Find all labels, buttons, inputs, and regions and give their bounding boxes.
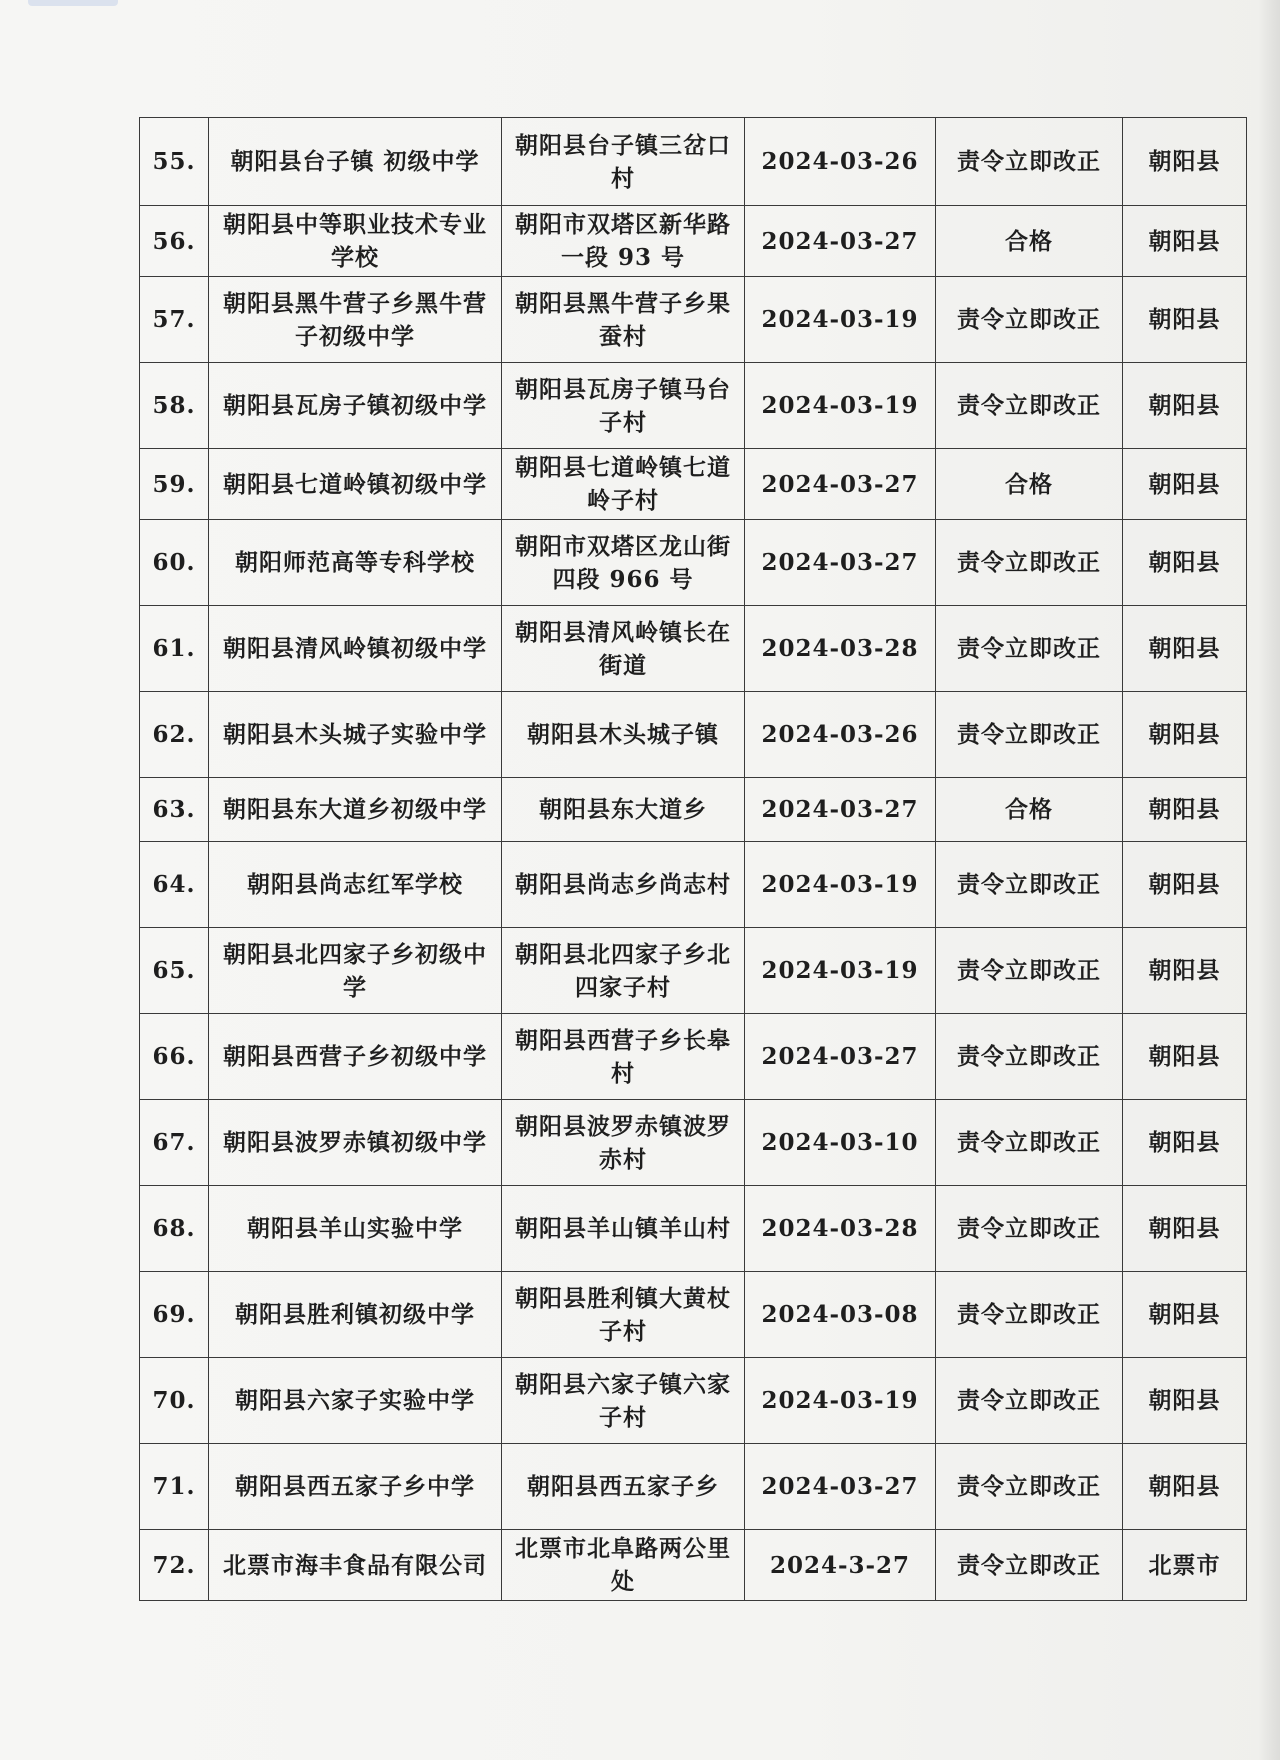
unit-address: 朝阳县羊山镇羊山村 [502, 1186, 745, 1272]
unit-address: 朝阳县波罗赤镇波罗赤村 [502, 1100, 745, 1186]
unit-address: 朝阳县瓦房子镇马台子村 [502, 363, 745, 449]
inspection-date: 2024-03-28 [745, 1186, 936, 1272]
row-number: 71. [140, 1444, 209, 1530]
county-name: 朝阳县 [1123, 118, 1247, 206]
table-row [140, 692, 1247, 778]
unit-address: 朝阳县黑牛营子乡果蚕村 [502, 277, 745, 363]
page-edge-shadow [1258, 0, 1280, 1760]
inspection-result: 责令立即改正 [936, 1444, 1123, 1530]
county-name: 朝阳县 [1123, 449, 1247, 520]
inspection-date: 2024-03-10 [745, 1100, 936, 1186]
row-number: 62. [140, 692, 209, 778]
table-row [140, 842, 1247, 928]
county-name: 朝阳县 [1123, 206, 1247, 277]
row-number: 67. [140, 1100, 209, 1186]
unit-name: 朝阳县尚志红军学校 [209, 842, 502, 928]
table-row [140, 363, 1247, 449]
inspection-result: 责令立即改正 [936, 520, 1123, 606]
inspection-result: 责令立即改正 [936, 606, 1123, 692]
inspection-date: 2024-03-27 [745, 520, 936, 606]
table-row [140, 118, 1247, 206]
unit-name: 朝阳县西五家子乡中学 [209, 1444, 502, 1530]
row-number: 61. [140, 606, 209, 692]
unit-address: 朝阳县北四家子乡北四家子村 [502, 928, 745, 1014]
row-number: 57. [140, 277, 209, 363]
inspection-result: 责令立即改正 [936, 928, 1123, 1014]
row-number: 65. [140, 928, 209, 1014]
county-name: 朝阳县 [1123, 842, 1247, 928]
inspection-date: 2024-03-26 [745, 692, 936, 778]
table-row [140, 520, 1247, 606]
inspection-date: 2024-03-26 [745, 118, 936, 206]
county-name: 朝阳县 [1123, 1100, 1247, 1186]
inspection-result: 合格 [936, 778, 1123, 842]
inspection-date: 2024-03-27 [745, 1014, 936, 1100]
county-name: 朝阳县 [1123, 520, 1247, 606]
table-row [140, 449, 1247, 520]
unit-name: 朝阳县北四家子乡初级中学 [209, 928, 502, 1014]
county-name: 北票市 [1123, 1530, 1247, 1601]
inspection-result: 责令立即改正 [936, 118, 1123, 206]
unit-name: 朝阳县瓦房子镇初级中学 [209, 363, 502, 449]
inspection-result: 合格 [936, 206, 1123, 277]
county-name: 朝阳县 [1123, 778, 1247, 842]
unit-name: 朝阳县黑牛营子乡黑牛营子初级中学 [209, 277, 502, 363]
table-row [140, 1272, 1247, 1358]
unit-address: 朝阳市双塔区新华路一段 93 号 [502, 206, 745, 277]
unit-name: 朝阳县波罗赤镇初级中学 [209, 1100, 502, 1186]
row-number: 64. [140, 842, 209, 928]
unit-name: 朝阳县七道岭镇初级中学 [209, 449, 502, 520]
county-name: 朝阳县 [1123, 606, 1247, 692]
unit-name: 朝阳县台子镇 初级中学 [209, 118, 502, 206]
unit-name: 北票市海丰食品有限公司 [209, 1530, 502, 1601]
row-number: 63. [140, 778, 209, 842]
inspection-date: 2024-03-28 [745, 606, 936, 692]
inspection-date: 2024-03-08 [745, 1272, 936, 1358]
unit-name: 朝阳县胜利镇初级中学 [209, 1272, 502, 1358]
county-name: 朝阳县 [1123, 363, 1247, 449]
table-row [140, 206, 1247, 277]
inspection-table [139, 117, 1247, 1601]
inspection-result: 责令立即改正 [936, 692, 1123, 778]
inspection-result: 责令立即改正 [936, 1100, 1123, 1186]
inspection-result: 责令立即改正 [936, 1358, 1123, 1444]
row-number: 55. [140, 118, 209, 206]
row-number: 56. [140, 206, 209, 277]
county-name: 朝阳县 [1123, 692, 1247, 778]
row-number: 72. [140, 1530, 209, 1601]
unit-name: 朝阳县六家子实验中学 [209, 1358, 502, 1444]
unit-address: 朝阳县胜利镇大黄杖子村 [502, 1272, 745, 1358]
inspection-date: 2024-03-27 [745, 1444, 936, 1530]
county-name: 朝阳县 [1123, 1186, 1247, 1272]
unit-name: 朝阳师范高等专科学校 [209, 520, 502, 606]
row-number: 58. [140, 363, 209, 449]
unit-address: 朝阳县七道岭镇七道岭子村 [502, 449, 745, 520]
unit-address: 朝阳县尚志乡尚志村 [502, 842, 745, 928]
inspection-date: 2024-03-27 [745, 778, 936, 842]
row-number: 68. [140, 1186, 209, 1272]
unit-address: 朝阳县木头城子镇 [502, 692, 745, 778]
row-number: 70. [140, 1358, 209, 1444]
row-number: 69. [140, 1272, 209, 1358]
inspection-result: 责令立即改正 [936, 842, 1123, 928]
table-row [140, 1014, 1247, 1100]
inspection-result: 责令立即改正 [936, 1014, 1123, 1100]
unit-address: 北票市北阜路两公里处 [502, 1530, 745, 1601]
inspection-date: 2024-3-27 [745, 1530, 936, 1601]
county-name: 朝阳县 [1123, 277, 1247, 363]
unit-name: 朝阳县西营子乡初级中学 [209, 1014, 502, 1100]
inspection-result: 责令立即改正 [936, 1186, 1123, 1272]
unit-address: 朝阳县东大道乡 [502, 778, 745, 842]
county-name: 朝阳县 [1123, 1014, 1247, 1100]
unit-address: 朝阳县西五家子乡 [502, 1444, 745, 1530]
county-name: 朝阳县 [1123, 1358, 1247, 1444]
county-name: 朝阳县 [1123, 928, 1247, 1014]
row-number: 66. [140, 1014, 209, 1100]
county-name: 朝阳县 [1123, 1272, 1247, 1358]
table-body [140, 118, 1247, 1601]
unit-name: 朝阳县木头城子实验中学 [209, 692, 502, 778]
inspection-date: 2024-03-19 [745, 277, 936, 363]
page-tab-mark [28, 0, 118, 6]
table-row [140, 1358, 1247, 1444]
unit-address: 朝阳县台子镇三岔口村 [502, 118, 745, 206]
inspection-result: 责令立即改正 [936, 1272, 1123, 1358]
table-row [140, 277, 1247, 363]
inspection-date: 2024-03-27 [745, 449, 936, 520]
inspection-result: 责令立即改正 [936, 277, 1123, 363]
unit-address: 朝阳市双塔区龙山街四段 966 号 [502, 520, 745, 606]
inspection-date: 2024-03-19 [745, 363, 936, 449]
inspection-result: 责令立即改正 [936, 1530, 1123, 1601]
table-row [140, 928, 1247, 1014]
inspection-result: 合格 [936, 449, 1123, 520]
inspection-date: 2024-03-19 [745, 842, 936, 928]
row-number: 59. [140, 449, 209, 520]
county-name: 朝阳县 [1123, 1444, 1247, 1530]
inspection-date: 2024-03-19 [745, 1358, 936, 1444]
inspection-date: 2024-03-27 [745, 206, 936, 277]
unit-address: 朝阳县西营子乡长皋村 [502, 1014, 745, 1100]
row-number: 60. [140, 520, 209, 606]
unit-name: 朝阳县羊山实验中学 [209, 1186, 502, 1272]
unit-address: 朝阳县清风岭镇长在街道 [502, 606, 745, 692]
table-row [140, 1186, 1247, 1272]
unit-name: 朝阳县清风岭镇初级中学 [209, 606, 502, 692]
unit-name: 朝阳县东大道乡初级中学 [209, 778, 502, 842]
unit-address: 朝阳县六家子镇六家子村 [502, 1358, 745, 1444]
table-row [140, 1444, 1247, 1530]
table-row [140, 1530, 1247, 1601]
unit-name: 朝阳县中等职业技术专业学校 [209, 206, 502, 277]
table-row [140, 778, 1247, 842]
inspection-result: 责令立即改正 [936, 363, 1123, 449]
table-row [140, 606, 1247, 692]
inspection-date: 2024-03-19 [745, 928, 936, 1014]
table-row [140, 1100, 1247, 1186]
